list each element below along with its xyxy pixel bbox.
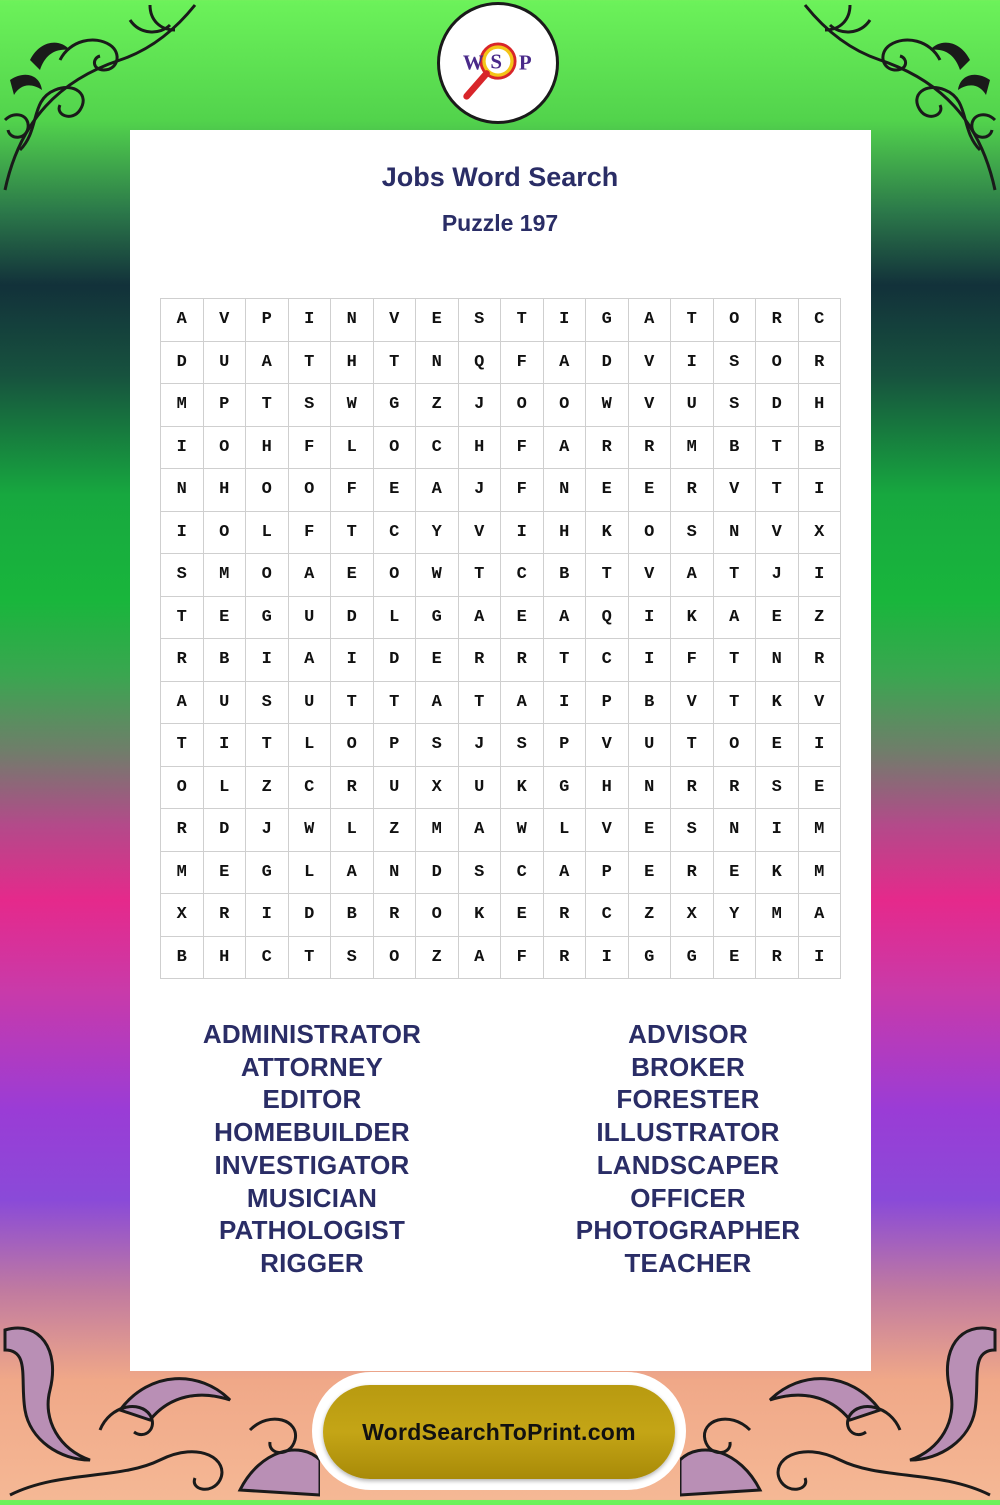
grid-cell[interactable]: V [459, 512, 502, 555]
grid-cell[interactable]: W [586, 384, 629, 427]
grid-cell[interactable]: V [756, 512, 799, 555]
grid-cell[interactable]: X [161, 894, 204, 937]
grid-cell[interactable]: F [501, 937, 544, 980]
logo-letter-p: P [518, 50, 532, 75]
grid-cell[interactable]: J [459, 724, 502, 767]
grid-cell[interactable]: S [671, 512, 714, 555]
grid-cell[interactable]: C [586, 894, 629, 937]
grid-cell[interactable]: S [459, 852, 502, 895]
grid-cell[interactable]: P [586, 852, 629, 895]
grid-cell[interactable]: A [459, 597, 502, 640]
grid-cell[interactable]: P [204, 384, 247, 427]
grid-cell[interactable]: E [416, 639, 459, 682]
grid-cell[interactable]: Z [374, 809, 417, 852]
grid-cell[interactable]: T [459, 682, 502, 725]
grid-cell[interactable]: C [501, 554, 544, 597]
grid-cell[interactable]: H [544, 512, 587, 555]
grid-cell[interactable]: O [331, 724, 374, 767]
grid-cell[interactable]: I [799, 469, 842, 512]
grid-cell[interactable]: D [586, 342, 629, 385]
grid-cell[interactable]: E [629, 469, 672, 512]
grid-cell[interactable]: M [799, 809, 842, 852]
grid-cell[interactable]: E [586, 469, 629, 512]
grid-cell[interactable]: O [416, 894, 459, 937]
grid-cell[interactable]: J [246, 809, 289, 852]
grid-cell[interactable]: L [289, 852, 332, 895]
logo-letter-s: S [490, 49, 503, 74]
grid-cell[interactable]: G [374, 384, 417, 427]
grid-cell[interactable]: I [799, 937, 842, 980]
grid-cell[interactable]: V [714, 469, 757, 512]
grid-cell[interactable]: L [246, 512, 289, 555]
grid-cell[interactable]: R [586, 427, 629, 470]
grid-cell[interactable]: A [714, 597, 757, 640]
grid-cell[interactable]: E [799, 767, 842, 810]
grid-cell[interactable]: N [416, 342, 459, 385]
grid-cell[interactable]: Z [416, 937, 459, 980]
grid-cell[interactable]: K [756, 682, 799, 725]
grid-cell[interactable]: A [544, 427, 587, 470]
grid-cell[interactable]: R [671, 852, 714, 895]
grid-cell[interactable]: A [161, 299, 204, 342]
grid-cell[interactable]: I [289, 299, 332, 342]
grid-cell[interactable]: W [416, 554, 459, 597]
grid-cell[interactable]: M [756, 894, 799, 937]
grid-cell[interactable]: T [374, 342, 417, 385]
grid-cell[interactable]: R [671, 469, 714, 512]
grid-cell[interactable]: R [714, 767, 757, 810]
grid-cell[interactable]: M [161, 852, 204, 895]
grid-cell[interactable]: D [331, 597, 374, 640]
grid-cell[interactable]: T [714, 682, 757, 725]
grid-cell[interactable]: A [544, 597, 587, 640]
grid-cell[interactable]: I [161, 512, 204, 555]
grid-cell[interactable]: T [671, 724, 714, 767]
grid-cell[interactable]: H [799, 384, 842, 427]
grid-cell[interactable]: U [204, 342, 247, 385]
grid-cell[interactable]: Y [714, 894, 757, 937]
word-list-item: ADMINISTRATOR [202, 1019, 422, 1049]
grid-cell[interactable]: B [714, 427, 757, 470]
site-link-label: WordSearchToPrint.com [362, 1418, 636, 1445]
word-list-item: HOMEBUILDER [214, 1117, 410, 1148]
grid-cell[interactable]: T [246, 724, 289, 767]
grid-cell[interactable]: V [629, 342, 672, 385]
grid-cell[interactable]: G [629, 937, 672, 980]
grid-cell[interactable]: T [459, 554, 502, 597]
word-list-item: ADVISOR [628, 1019, 748, 1049]
grid-cell[interactable]: S [671, 809, 714, 852]
grid-cell[interactable]: O [374, 937, 417, 980]
grid-cell[interactable]: B [629, 682, 672, 725]
grid-cell[interactable]: X [799, 512, 842, 555]
grid-cell[interactable]: E [501, 597, 544, 640]
grid-cell[interactable]: L [289, 724, 332, 767]
grid-cell[interactable]: S [501, 724, 544, 767]
grid-cell[interactable]: T [544, 639, 587, 682]
grid-cell[interactable]: O [246, 554, 289, 597]
grid-cell[interactable]: N [714, 809, 757, 852]
grid-cell[interactable]: S [459, 299, 502, 342]
grid-cell[interactable]: A [671, 554, 714, 597]
grid-cell[interactable]: H [459, 427, 502, 470]
word-list-item: MUSICIAN [246, 1182, 378, 1213]
grid-cell[interactable]: R [501, 639, 544, 682]
grid-cell[interactable]: V [629, 554, 672, 597]
grid-cell[interactable]: V [586, 809, 629, 852]
grid-cell[interactable]: S [714, 384, 757, 427]
grid-cell[interactable]: O [204, 427, 247, 470]
grid-cell[interactable]: A [501, 682, 544, 725]
word-list-item: BROKER [631, 1051, 745, 1082]
grid-cell[interactable]: I [331, 639, 374, 682]
grid-cell[interactable]: R [799, 639, 842, 682]
grid-cell[interactable]: E [204, 852, 247, 895]
grid-cell[interactable]: K [756, 852, 799, 895]
grid-cell[interactable]: O [289, 469, 332, 512]
grid-cell[interactable]: N [374, 852, 417, 895]
grid-cell[interactable]: M [204, 554, 247, 597]
word-list-left [152, 1018, 472, 1280]
grid-cell[interactable]: T [714, 554, 757, 597]
grid-cell[interactable]: N [756, 639, 799, 682]
grid-cell[interactable]: G [544, 767, 587, 810]
grid-cell[interactable]: E [714, 852, 757, 895]
grid-cell[interactable]: E [204, 597, 247, 640]
grid-cell[interactable]: E [374, 469, 417, 512]
grid-cell[interactable]: A [629, 299, 672, 342]
grid-cell[interactable]: Z [246, 767, 289, 810]
grid-cell[interactable]: I [544, 299, 587, 342]
grid-cell[interactable]: O [204, 512, 247, 555]
grid-cell[interactable]: C [799, 299, 842, 342]
grid-cell[interactable]: J [459, 384, 502, 427]
word-list-item: EDITOR [262, 1084, 362, 1115]
grid-cell[interactable]: B [204, 639, 247, 682]
grid-cell[interactable]: T [161, 597, 204, 640]
grid-cell[interactable]: E [331, 554, 374, 597]
grid-cell[interactable]: V [204, 299, 247, 342]
grid-cell[interactable]: A [246, 342, 289, 385]
grid-cell[interactable]: E [629, 852, 672, 895]
grid-cell[interactable]: H [246, 427, 289, 470]
grid-cell[interactable]: T [331, 512, 374, 555]
grid-cell[interactable]: G [246, 597, 289, 640]
grid-cell[interactable]: O [629, 512, 672, 555]
word-list-item: LANDSCAPER [596, 1149, 780, 1180]
grid-cell[interactable]: F [289, 512, 332, 555]
grid-cell[interactable]: V [799, 682, 842, 725]
grid-cell[interactable]: S [246, 682, 289, 725]
grid-cell[interactable]: N [714, 512, 757, 555]
grid-cell[interactable]: U [374, 767, 417, 810]
grid-cell[interactable]: E [756, 597, 799, 640]
grid-cell[interactable]: T [756, 469, 799, 512]
grid-cell[interactable]: T [671, 299, 714, 342]
grid-cell[interactable]: V [629, 384, 672, 427]
grid-cell[interactable]: R [671, 767, 714, 810]
grid-cell[interactable]: I [799, 724, 842, 767]
grid-cell[interactable]: O [374, 427, 417, 470]
grid-cell[interactable]: I [161, 427, 204, 470]
grid-cell[interactable]: W [331, 384, 374, 427]
grid-cell[interactable]: I [586, 937, 629, 980]
grid-cell[interactable]: S [714, 342, 757, 385]
grid-cell[interactable]: C [586, 639, 629, 682]
grid-cell[interactable]: G [416, 597, 459, 640]
grid-cell[interactable]: Q [586, 597, 629, 640]
grid-cell[interactable]: B [544, 554, 587, 597]
grid-cell[interactable]: G [671, 937, 714, 980]
grid-cell[interactable]: M [799, 852, 842, 895]
grid-cell[interactable]: N [161, 469, 204, 512]
grid-cell[interactable]: L [331, 427, 374, 470]
grid-cell[interactable]: C [501, 852, 544, 895]
grid-cell[interactable]: O [501, 384, 544, 427]
grid-cell[interactable]: C [246, 937, 289, 980]
grid-cell[interactable]: F [501, 469, 544, 512]
grid-cell[interactable]: I [544, 682, 587, 725]
grid-cell[interactable]: I [629, 639, 672, 682]
grid-cell[interactable]: V [671, 682, 714, 725]
grid-cell[interactable]: U [204, 682, 247, 725]
grid-cell[interactable]: X [416, 767, 459, 810]
grid-cell[interactable]: E [714, 937, 757, 980]
grid-cell[interactable]: H [204, 469, 247, 512]
grid-cell[interactable]: S [331, 937, 374, 980]
grid-cell[interactable]: R [331, 767, 374, 810]
grid-cell[interactable]: F [289, 427, 332, 470]
grid-cell[interactable]: R [204, 894, 247, 937]
grid-cell[interactable]: R [459, 639, 502, 682]
grid-cell[interactable]: D [756, 384, 799, 427]
grid-cell[interactable]: I [501, 512, 544, 555]
grid-cell[interactable]: R [161, 809, 204, 852]
grid-cell[interactable]: U [629, 724, 672, 767]
grid-cell[interactable]: U [671, 384, 714, 427]
grid-cell[interactable]: Z [799, 597, 842, 640]
grid-cell[interactable]: T [331, 682, 374, 725]
grid-cell[interactable]: A [544, 852, 587, 895]
grid-cell[interactable]: P [374, 724, 417, 767]
grid-cell[interactable]: Z [416, 384, 459, 427]
word-list-item: ILLUSTRATOR [596, 1117, 780, 1148]
page-title: Jobs Word Search [381, 162, 619, 192]
grid-cell[interactable]: B [799, 427, 842, 470]
grid-cell[interactable]: T [756, 427, 799, 470]
grid-cell[interactable]: T [289, 342, 332, 385]
word-list-item: FORESTER [616, 1084, 760, 1115]
grid-cell[interactable]: A [416, 682, 459, 725]
grid-cell[interactable]: C [289, 767, 332, 810]
grid-cell[interactable]: O [714, 724, 757, 767]
grid-cell[interactable]: A [459, 809, 502, 852]
grid-cell[interactable]: V [586, 724, 629, 767]
grid-cell[interactable]: U [289, 597, 332, 640]
grid-cell[interactable]: R [161, 639, 204, 682]
grid-cell[interactable]: F [501, 427, 544, 470]
grid-cell[interactable]: T [501, 299, 544, 342]
grid-cell[interactable]: Y [416, 512, 459, 555]
grid-cell[interactable]: O [714, 299, 757, 342]
grid-cell[interactable]: F [501, 342, 544, 385]
grid-cell[interactable]: N [629, 767, 672, 810]
grid-cell[interactable]: E [629, 809, 672, 852]
grid-cell[interactable]: F [331, 469, 374, 512]
grid-cell[interactable]: F [671, 639, 714, 682]
grid-cell[interactable]: R [756, 299, 799, 342]
grid-cell[interactable]: U [289, 682, 332, 725]
grid-cell[interactable]: P [246, 299, 289, 342]
grid-cell[interactable]: C [374, 512, 417, 555]
word-list-item: TEACHER [624, 1247, 752, 1278]
grid-cell[interactable]: Q [459, 342, 502, 385]
grid-cell[interactable]: V [374, 299, 417, 342]
grid-cell[interactable]: T [246, 384, 289, 427]
grid-cell[interactable]: H [204, 937, 247, 980]
site-link-button[interactable] [323, 1385, 675, 1479]
grid-cell[interactable]: K [586, 512, 629, 555]
grid-cell[interactable]: H [331, 342, 374, 385]
grid-cell[interactable]: A [289, 554, 332, 597]
grid-cell[interactable]: S [289, 384, 332, 427]
grid-cell[interactable]: A [459, 937, 502, 980]
grid-cell[interactable]: E [416, 299, 459, 342]
grid-cell[interactable]: D [374, 639, 417, 682]
grid-cell[interactable]: R [544, 937, 587, 980]
grid-cell[interactable]: A [289, 639, 332, 682]
word-list-item: ATTORNEY [240, 1051, 384, 1082]
grid-cell[interactable]: D [289, 894, 332, 937]
grid-cell[interactable]: T [586, 554, 629, 597]
grid-cell[interactable]: A [416, 469, 459, 512]
grid-cell[interactable]: N [331, 299, 374, 342]
grid-cell[interactable]: N [544, 469, 587, 512]
grid-cell[interactable]: O [544, 384, 587, 427]
grid-cell[interactable]: Z [629, 894, 672, 937]
word-list-item: INVESTIGATOR [214, 1149, 410, 1180]
grid-cell[interactable]: T [374, 682, 417, 725]
word-list-right [528, 1018, 848, 1280]
grid-cell[interactable]: A [331, 852, 374, 895]
grid-cell[interactable]: W [501, 809, 544, 852]
grid-cell[interactable]: A [161, 682, 204, 725]
grid-cell[interactable]: I [246, 894, 289, 937]
grid-cell[interactable]: I [246, 639, 289, 682]
grid-cell[interactable]: I [629, 597, 672, 640]
grid-cell[interactable]: H [586, 767, 629, 810]
grid-cell[interactable]: L [331, 809, 374, 852]
grid-cell[interactable]: K [671, 597, 714, 640]
grid-cell[interactable]: O [374, 554, 417, 597]
grid-cell[interactable]: T [714, 639, 757, 682]
wsp-logo[interactable] [437, 2, 559, 124]
grid-cell[interactable]: I [756, 809, 799, 852]
grid-cell[interactable]: T [289, 937, 332, 980]
grid-cell[interactable]: D [204, 809, 247, 852]
grid-cell[interactable]: D [416, 852, 459, 895]
grid-cell[interactable]: R [756, 937, 799, 980]
grid-cell[interactable]: L [544, 809, 587, 852]
grid-cell[interactable]: L [204, 767, 247, 810]
grid-cell[interactable]: B [331, 894, 374, 937]
grid-cell[interactable]: O [756, 342, 799, 385]
grid-cell[interactable]: U [459, 767, 502, 810]
word-list-item: PATHOLOGIST [218, 1215, 406, 1246]
grid-cell[interactable]: E [756, 724, 799, 767]
grid-cell[interactable]: S [161, 554, 204, 597]
grid-cell[interactable]: R [799, 342, 842, 385]
grid-cell[interactable]: I [204, 724, 247, 767]
word-list-item: PHOTOGRAPHER [575, 1215, 801, 1246]
grid-cell[interactable]: C [416, 427, 459, 470]
grid-cell[interactable]: O [246, 469, 289, 512]
grid-cell[interactable]: R [544, 894, 587, 937]
grid-cell[interactable]: M [416, 809, 459, 852]
magnifier-icon [440, 5, 556, 121]
word-list-item: OFFICER [630, 1182, 746, 1213]
grid-cell[interactable]: L [374, 597, 417, 640]
grid-cell[interactable]: K [459, 894, 502, 937]
grid-cell[interactable]: K [501, 767, 544, 810]
grid-cell[interactable]: A [799, 894, 842, 937]
grid-cell[interactable]: J [459, 469, 502, 512]
grid-cell[interactable]: P [544, 724, 587, 767]
grid-cell[interactable]: S [756, 767, 799, 810]
grid-cell[interactable]: O [161, 767, 204, 810]
puzzle-number: Puzzle 197 [441, 210, 559, 236]
word-list-item: RIGGER [260, 1247, 364, 1278]
grid-cell[interactable]: S [416, 724, 459, 767]
grid-cell[interactable]: W [289, 809, 332, 852]
grid-cell[interactable]: X [671, 894, 714, 937]
grid-cell[interactable]: I [799, 554, 842, 597]
grid-cell[interactable]: B [161, 937, 204, 980]
grid-cell[interactable]: E [501, 894, 544, 937]
grid-cell[interactable]: P [586, 682, 629, 725]
grid-cell[interactable]: G [246, 852, 289, 895]
grid-cell[interactable]: I [671, 342, 714, 385]
grid-cell[interactable]: G [586, 299, 629, 342]
logo-letter-w: W [462, 50, 484, 75]
grid-cell[interactable]: R [629, 427, 672, 470]
letter-grid[interactable] [160, 298, 841, 979]
grid-cell[interactable]: A [544, 342, 587, 385]
grid-cell[interactable]: T [161, 724, 204, 767]
grid-cell[interactable]: M [161, 384, 204, 427]
grid-cell[interactable]: M [671, 427, 714, 470]
grid-cell[interactable]: R [374, 894, 417, 937]
grid-cell[interactable]: J [756, 554, 799, 597]
grid-cell[interactable]: D [161, 342, 204, 385]
